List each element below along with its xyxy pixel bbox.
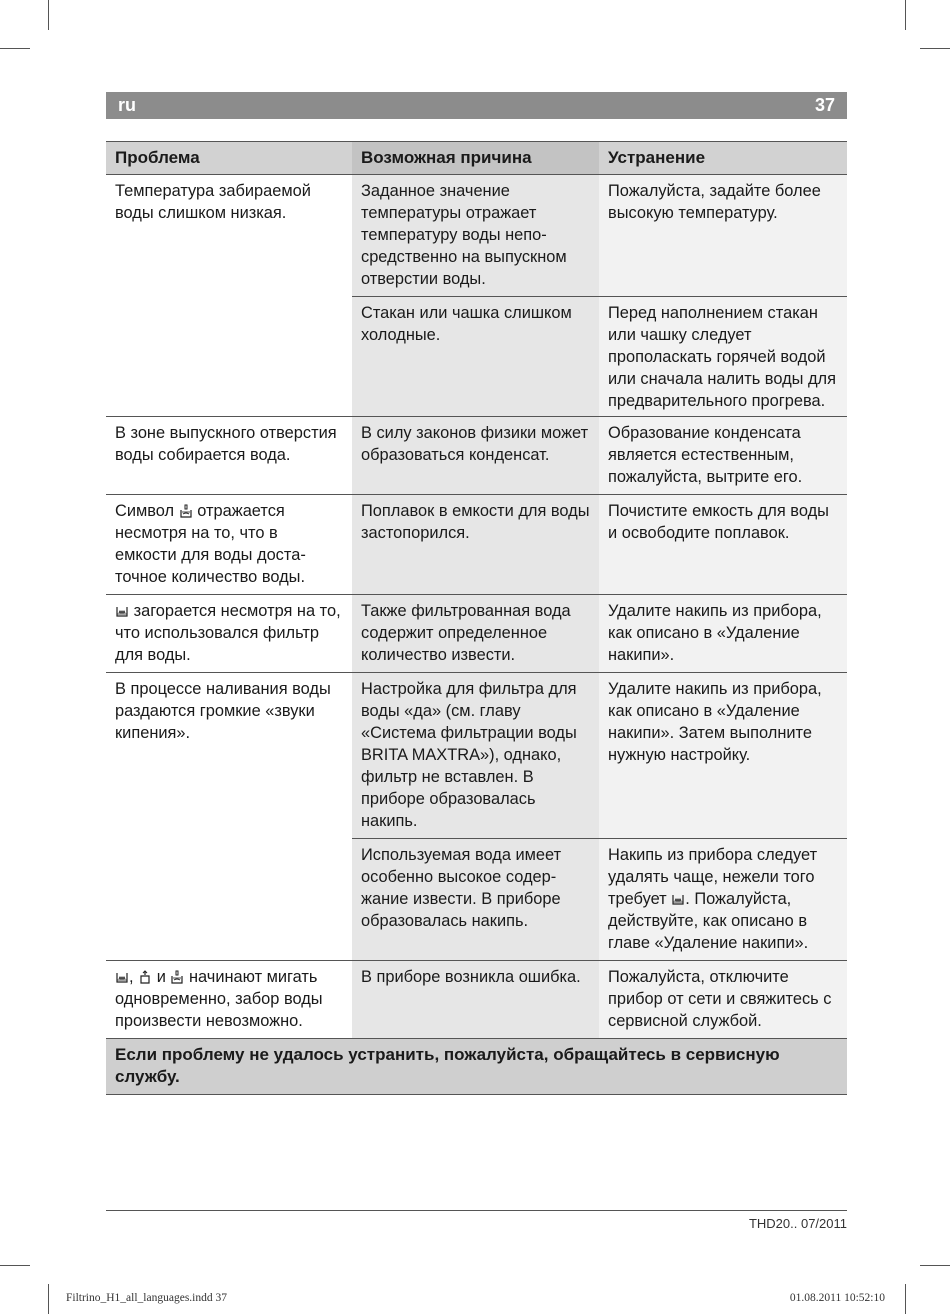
cause-cell: Используемая вода имеет особенно высокое содержание извести. В приборе образовалась накипь. [352,839,599,961]
fix-cell [599,839,847,961]
problem-separator: и [156,968,166,986]
table-row [106,673,847,839]
fix-cell: Пожалуйста, задайте более высокую температуру. [599,175,847,297]
page-header [106,92,847,119]
descale-icon [671,892,685,906]
crop-mark [905,0,906,30]
table-footer-row [106,1039,847,1095]
problem-cell: Температура забираемой воды слишком низкая. [106,175,352,417]
language-code: ru [118,95,136,115]
table-row [106,175,847,297]
problem-text-post: начинают мигать одновременно, забор воды произвести невозможно. [115,968,323,1030]
problem-cell: В зоне выпускного отверстия воды собирается вода. [106,417,352,495]
cause-cell: Заданное значение температуры отражает температуру воды непосредственно на выпускном отверстии воды. [352,175,599,297]
slug-timestamp: 01.08.2011 10:52:10 [789,1292,885,1304]
table-row [106,595,847,673]
model-date: THD20.. 07/2011 [748,1216,847,1231]
cause-cell: Также фильтрованная вода содержит определенное количество извести. [352,595,599,673]
fix-cell: Пожалуйста, отключите прибор от сети и свяжитесь с сервисной службой. [599,961,847,1039]
fix-cell: Почистите емкость для воды и освободите поплавок. [599,495,847,595]
problem-cell [106,495,352,595]
crop-mark [48,0,49,30]
cause-cell: В приборе возникла ошибка. [352,961,599,1039]
page-number: 37 [814,95,835,115]
fix-text-pre: Накипь из прибора следует удалять чаще, нежели того требует [608,846,818,908]
column-header-fix: Устранение [599,142,847,175]
cause-cell: Поплавок в емкости для воды застопорился. [352,495,599,595]
water-tank-icon [179,504,193,518]
fix-cell: Перед наполнением стакан или чашку следует прополаскать горячей водой или сначала налить воды для предварительного прогрева. [599,297,847,417]
water-tank-icon [170,970,184,984]
descale-icon [115,604,129,618]
table-row [106,961,847,1039]
table-footer-note: Если проблему не удалось устранить, пожалуйста, обращайтесь в сервисную службу. [106,1039,847,1095]
cause-cell: Настройка для фильтра для воды «да» (см. главу «Система фильтрации воды BRITA MAXTRA»), однако, фильтр не вставлен. В приборе образовалась накипь. [352,673,599,839]
footer-rule [106,1210,847,1211]
column-header-problem: Проблема [106,142,352,175]
filter-icon [138,970,152,984]
problem-cell [106,961,352,1039]
fix-cell: Удалите накипь из прибора, как описано в «Удаление накипи». [599,595,847,673]
troubleshooting-table [106,141,847,1095]
descale-icon [115,970,129,984]
cause-cell: В силу законов физики может образоваться конденсат. [352,417,599,495]
crop-mark [0,48,30,49]
table-row [106,495,847,595]
crop-mark [48,1284,49,1314]
problem-text-pre: Символ [115,502,175,520]
table-row [106,417,847,495]
problem-cell: В процессе наливания воды раздаются громкие «звуки кипения». [106,673,352,961]
fix-cell: Удалите накипь из прибора, как описано в «Удаление накипи». Затем выполните нужную настройку. [599,673,847,839]
table-header-row [106,142,847,175]
problem-text-post: загорается несмотря на то, что использовался фильтр для воды. [115,602,341,664]
fix-text-post: . Пожалуйста, действуйте, как описано в главе «Удаление накипи». [608,890,809,952]
column-header-cause: Возможная причина [352,142,599,175]
problem-separator: , [129,968,134,986]
crop-mark [0,1265,30,1266]
problem-cell [106,595,352,673]
crop-mark [920,1265,950,1266]
fix-cell: Образование конденсата является естественным, пожалуйста, вытрите его. [599,417,847,495]
problem-text-post: отражается несмотря на то, что в емкости для воды достаточное количество воды. [115,502,306,586]
slug-file: Filtrino_H1_all_languages.indd 37 [66,1292,227,1304]
crop-mark [920,48,950,49]
crop-mark [905,1284,906,1314]
cause-cell: Стакан или чашка слишком холодные. [352,297,599,417]
